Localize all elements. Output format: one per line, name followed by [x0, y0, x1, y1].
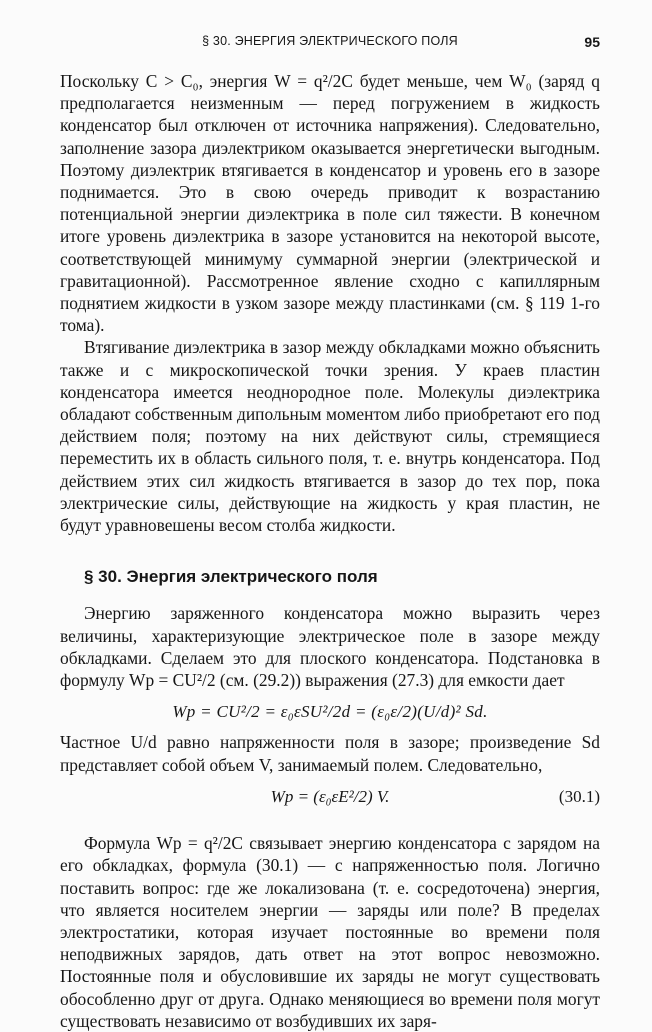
formula-energy-derivation: Wp = CU²/2 = ε₀εSU²/2d = (ε₀ε/2)(U/d)² Sd. [172, 702, 488, 722]
paragraph-3: Энергию заряженного конденсатора можно выразить через величины, характеризующие электрическое поле в зазоре между обкладками. Сделаем это для плоского конденсатора. Подстановка в формулу Wp = CU²/2 (см. (29.2)) выражения (27.3) для емкости дает [60, 603, 600, 691]
paragraph-4: Частное U/d равно напряженности поля в зазоре; произведение Sd представляет собой объем V, занимаемый полем. Следовательно, [60, 732, 600, 775]
equation-number: (30.1) [558, 786, 600, 806]
running-head: § 30. ЭНЕРГИЯ ЭЛЕКТРИЧЕСКОГО ПОЛЯ [202, 34, 458, 48]
paragraph-2: Втягивание диэлектрика в зазор между обкладками можно объяснить также и с микроскопической точки зрения. У краев пластин конденсатора имеется неоднородное поле. Молекулы диэлектрика обладают собственным дипольным моментом либо приобретают его под действием поля; поэтому на них действуют силы, стремящиеся переместить их в область сильного поля, т. е. внутрь конденсатора. Под действием этих сил жидкость втягивается в зазор до тех пор, пока электрические силы, действующие на жидкость у края пластин, не будут уравновешены весом столба жидкости. [60, 337, 600, 536]
formula-30-1-expression: Wp = (ε₀εE²/2) V. [270, 786, 390, 806]
page-body [60, 70, 600, 1032]
paragraph-5: Формула Wp = q²/2C связывает энергию конденсатора с зарядом на его обкладках, формула (30.1) — с напряженностью поля. Логично поставить вопрос: где же локализована (т. е. сосредоточена) энергия, что является носителем энергии — заряды или поле? В пределах электростатики, которая изучает постоянные во времени поля неподвижных зарядов, дать ответ на этот вопрос невозможно. Постоянные поля и обусловившие их заряды не могут существовать обособленно друг от друга. Однако меняющиеся во времени поля могут существовать независимо от возбудивших их заря- [60, 833, 600, 1031]
section-heading: § 30. Энергия электрического поля [84, 567, 378, 587]
page-header [60, 34, 600, 56]
paragraph-1: Поскольку C > C₀, энергия W = q²/2C будет меньше, чем W₀ (заряд q предполагается неизменным — перед погружением в жидкость конденсатор был отключен от источника напряжения). Следовательно, заполнение зазора диэлектриком оказывается энергетически выгодным. Поэтому диэлектрик втягивается в конденсатор и уровень его в зазоре поднимается. Это в свою очередь приводит к возрастанию потенциальной энергии диэлектрика в поле сил тяжести. В конечном итоге уровень диэлектрика в зазоре установится на некоторой высоте, соответствующей минимуму суммарной энергии (электрической и гравитационной). Рассмотренное явление сходно с капиллярным поднятием жидкости в узком зазоре между пластинками (см. § 119 1-го тома). [60, 71, 600, 336]
formula-30-1 [60, 786, 600, 808]
page-number: 95 [584, 34, 600, 50]
